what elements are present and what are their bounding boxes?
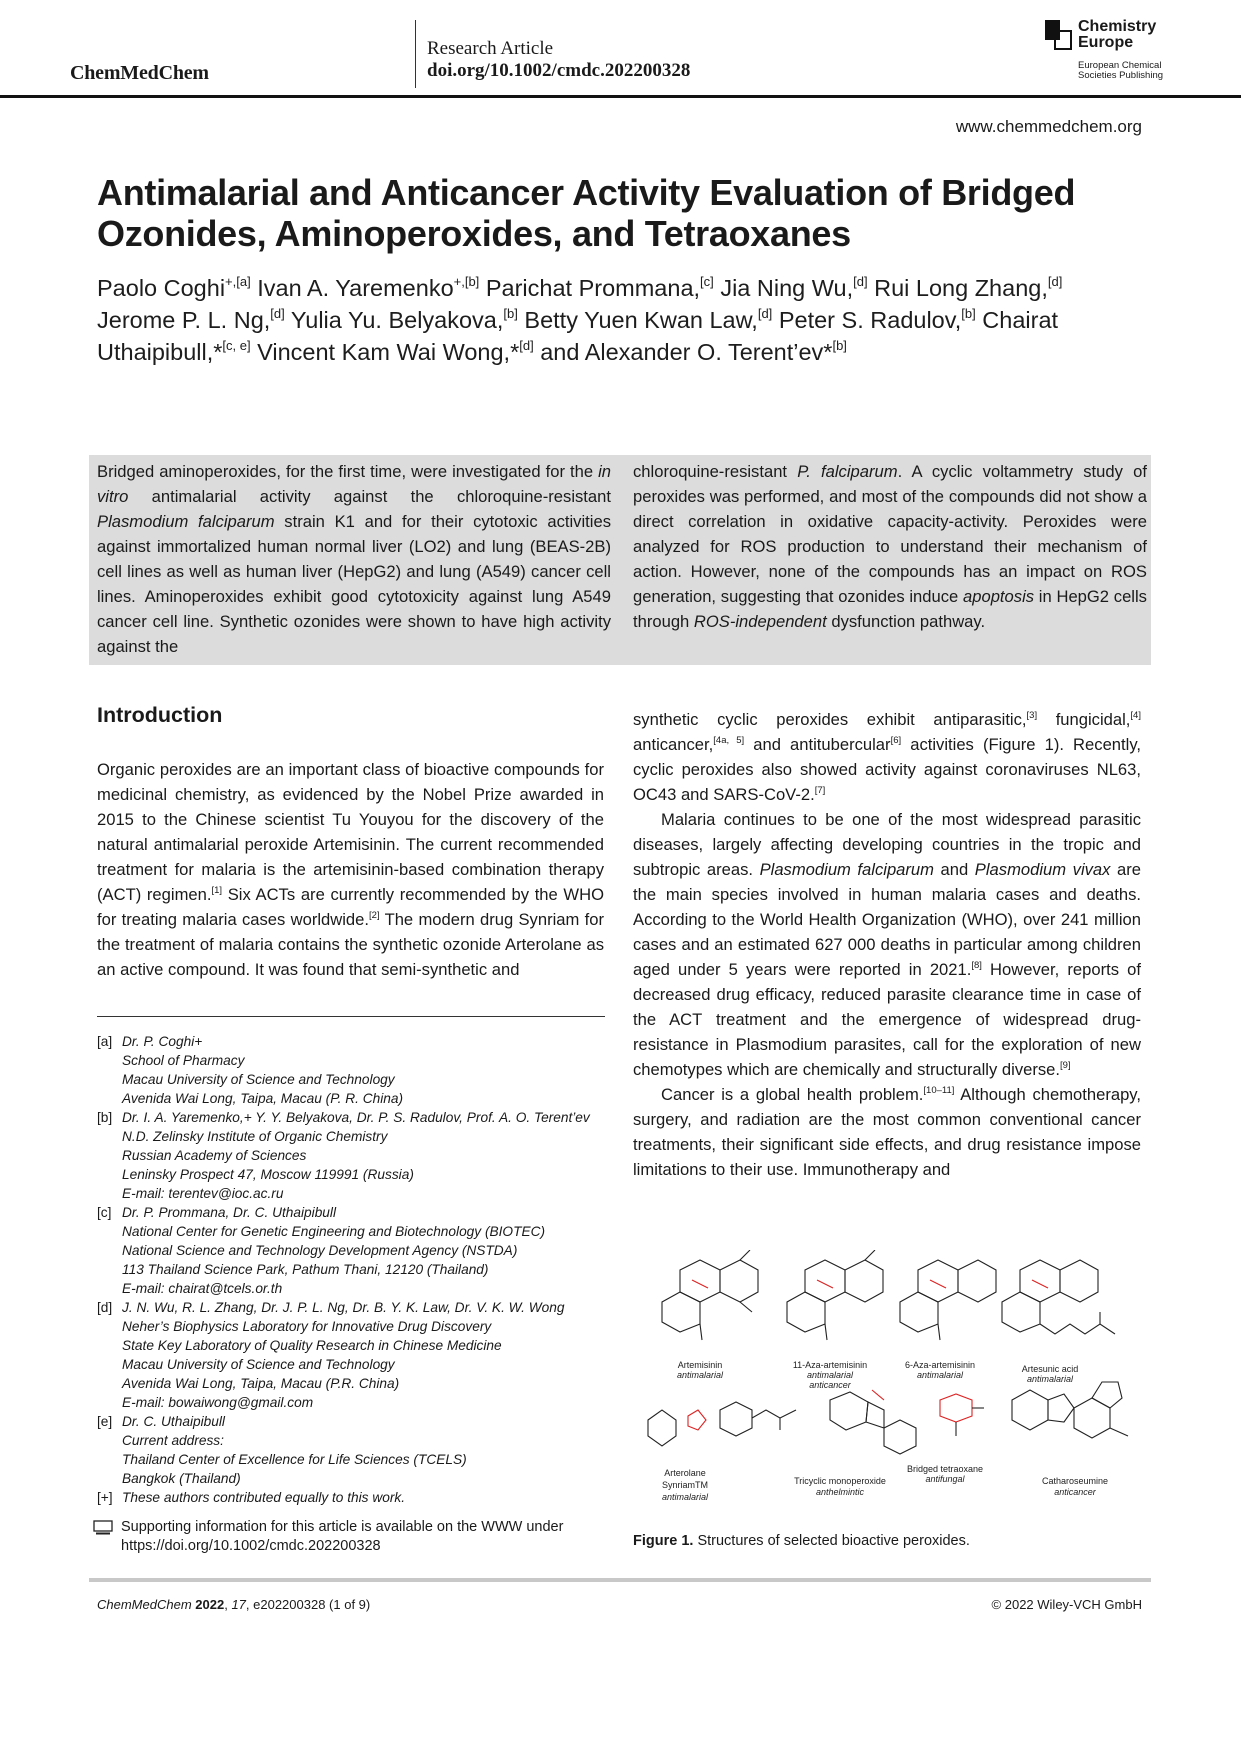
author-affiliation-mark: [d] [519,338,534,353]
compound-name: Catharoseumine [1041,1476,1109,1486]
structure-tricyclic-monoperoxide [830,1390,916,1454]
structure-artesunic-acid [1002,1260,1115,1334]
affiliation-line: Macau University of Science and Technology [122,1357,395,1372]
author-name: Parichat Prommana, [485,275,701,301]
affiliation-label: [d] [97,1300,113,1315]
article-title: Antimalarial and Anticancer Activity Evaluation of Bridged Ozonides, Aminoperoxides, and Tetraoxanes [97,172,1076,254]
affiliation-line: Macau University of Science and Technology [122,1072,395,1087]
journal-name: ChemMedChem [70,62,209,84]
affiliation-line: Dr. P. Prommana, Dr. C. Uthaipibull [122,1205,336,1220]
affiliation-line: Avenida Wai Long, Taipa, Macau (P. R. China) [122,1091,404,1106]
affiliation-line: J. N. Wu, R. L. Zhang, Dr. J. P. L. Ng, Dr. B. Y. K. Law, Dr. V. K. W. Wong [122,1300,565,1315]
affiliation-line: Neher’s Biophysics Laboratory for Innovative Drug Discovery [122,1319,492,1334]
author-affiliation-mark: [b] [503,306,518,321]
intro-paragraph: Malaria continues to be one of the most widespread parasitic diseases, largely affecting developing countries in the tropic and subtropic areas. Plasmodium falciparum and Plasmodium vivax are the main species involved in human malaria cases and deaths. According to the World Health Organization (WHO), over 241 million cases and an estimated 627 000 deaths in particular among children aged under 5 years were reported in 2021.[8] However, reports of decreased drug efficacy, reduced parasite clearance time in case of the ACT treatment and the emergence of widespread drug-resistance in Plasmodium parasites, call for the exploration of new chemotypes which are chemically and structurally diverse.[9] [633,810,1142,1079]
intro-paragraph: synthetic cyclic peroxides exhibit antiparasitic,[3] fungicidal,[4] anticancer,[4a, 5] and antitubercular[6] activities (Figure 1). Recently, cyclic peroxides also showed activity against coronaviruses NL63, OC43 and SARS-CoV-2.[7] [633,710,1141,804]
computer-monitor-icon [93,1520,113,1535]
author-affiliation-mark: +,[b] [453,274,480,289]
publisher-name: Chemistry [1078,18,1157,35]
author-affiliation-mark: [d] [1047,274,1063,289]
affiliation-line: Current address: [122,1433,224,1448]
compound-activity: anticancer [1054,1487,1096,1497]
affiliation-line: Bangkok (Thailand) [122,1471,241,1486]
compound-activity: anticancer [809,1380,851,1390]
affiliation-line[interactable]: E-mail: terentev@ioc.ac.ru [122,1186,284,1201]
author-affiliation-mark: [d] [270,306,285,321]
intro-right-column [633,707,1141,1182]
author-list: Paolo Coghi$^{+,[a]}$ Ivan A. Yaremenko$^{+,[b]}$ Parichat Prommana,[c] Jia Ning Wu,[d] Rui Long Zhang,[d] Jerome P. L. Ng,[d] Yulia Yu. Belyakova,[b] Betty Yuen Kwan Law,[d] Peter S. Radulov,[b] Chairat Uthaipibull,*[c, e] Vincent Kam Wai Wong,*[d] and Alexander O. Terent’ev*[b] [97,274,1063,365]
footer-journal: ChemMedChem [97,1597,192,1612]
affiliation-line: Thailand Center of Excellence for Life Sciences (TCELS) [122,1452,467,1467]
affiliation-item [97,1298,617,1412]
intro-paragraph: Cancer is a global health problem.[10–11] Although chemotherapy, surgery, and radiation are the most common conventional cancer treatments, their significant side effects, and drug resistance impose limitations to their use. Immunotherapy and [633,1085,1141,1179]
affiliation-line: Dr. C. Uthaipibull [122,1414,225,1429]
affiliation-item [97,1108,617,1203]
affiliation-line: National Center for Genetic Engineering and Biotechnology (BIOTEC) [122,1224,546,1239]
author-affiliation-mark: [d] [757,306,773,321]
compound-name: Tricyclic monoperoxide [794,1476,886,1486]
affiliation-line: School of Pharmacy [122,1053,245,1068]
author-name: Jerome P. L. Ng, [97,307,271,333]
structure-11-aza-artemisinin [787,1250,883,1340]
publisher-logo [1045,18,1175,80]
affiliation-line[interactable]: E-mail: chairat@tcels.or.th [122,1281,283,1296]
affiliation-label: [c] [97,1205,112,1220]
article-type: Research Article [427,38,554,59]
publisher-subtitle-2: Societies Publishing [1078,70,1164,81]
affiliation-line: Dr. I. A. Yaremenko,+ Y. Y. Belyakova, Dr. P. S. Radulov, Prof. A. O. Terent’ev [122,1110,590,1125]
structure-bridged-tetraoxane [940,1394,984,1436]
affiliation-item [97,1032,617,1108]
compound-activity: antimalarial [806,1370,854,1380]
author-name: Jia Ning Wu, [720,275,854,301]
author-name: Rui Long Zhang, [874,275,1048,301]
compound-activity: antimalarial [676,1370,724,1380]
author-affiliation-mark: [d] [853,274,868,289]
author-affiliation-mark: [b] [832,338,847,353]
affiliations-list [97,1032,617,1507]
figure-caption [633,1533,970,1549]
compound-activity: antimalarial [661,1492,709,1502]
doi-link[interactable]: doi.org/10.1002/cmdc.202200328 [427,60,691,81]
footer-citation-rest: , e202200328 (1 of 9) [245,1597,371,1612]
author-name: Betty Yuen Kwan Law, [524,307,758,333]
compound-activity: antimalarial [916,1370,964,1380]
compound-activity: antifungal [925,1474,965,1484]
author-affiliation-mark: [b] [961,306,976,321]
structure-artemisinin [662,1250,758,1340]
affiliation-label: [e] [97,1414,113,1429]
publisher-subtitle: European Chemical [1078,60,1162,71]
affiliation-line: State Key Laboratory of Quality Research in Chinese Medicine [122,1338,502,1353]
affiliation-label: [a] [97,1034,113,1049]
compound-name-2: SynriamTM [661,1480,709,1490]
supporting-info-text: Supporting information for this article is available on the WWW under https://doi.org/10.1002/cmdc.202200328 [121,1519,564,1554]
intro-left-column [97,757,604,982]
author-name: Yulia Yu. Belyakova, [290,307,504,333]
affiliation-text [122,1412,467,1488]
structure-catharoseumine [1012,1382,1128,1438]
affiliation-label: [+] [97,1490,113,1505]
footer-year: 2022 [195,1597,225,1612]
structure-6-aza-artemisinin [900,1260,996,1340]
section-heading-introduction: Introduction [97,703,223,727]
figure-caption-label: Figure 1. [633,1533,694,1549]
affiliation-line: These authors contributed equally to this work. [122,1490,406,1505]
structure-arterolane [648,1402,796,1446]
affiliation-item [97,1203,617,1298]
publisher-name-2: Europe [1078,34,1134,51]
author-name: Paolo Coghi [97,275,226,301]
affiliation-text [122,1488,405,1507]
abstract-left-column: Bridged aminoperoxides, for the first time, were investigated for the in vitro antimalarial activity against the chloroquine-resistant Plasmodium falciparum strain K1 and for their cytotoxic activities against immortalized human normal liver (LO2) and lung (BEAS-2B) cell lines as well as human liver (HepG2) and lung (A549) cancer cell lines. Aminoperoxides exhibit good cytotoxicity against lung A549 cancer cell line. Synthetic ozonides were shown to have high activity against the [97,462,611,656]
affiliation-label: [b] [97,1110,113,1125]
abstract-right-column: chloroquine-resistant P. falciparum. A cyclic voltammetry study of peroxides was performed, and most of the compounds did not show a direct correlation in oxidative capacity-activity. Peroxides were analyzed for ROS production to understand their mechanism of action. However, none of the compounds has an impact on ROS generation, suggesting that ozonides induce apoptosis in HepG2 cells through ROS-independent dysfunction pathway. [633,462,1147,631]
affiliation-line: Russian Academy of Sciences [122,1148,307,1163]
affiliation-text [122,1298,564,1412]
compound-name: Artesunic acid [1021,1364,1079,1374]
affiliation-line: 113 Thailand Science Park, Pathum Thani, 12120 (Thailand) [122,1262,489,1277]
figure-1-structures [640,1250,1145,1520]
publisher-mark-icon [1045,20,1072,50]
figure-caption-text: Structures of selected bioactive peroxides. [697,1533,970,1549]
footer-volume: 17 [231,1597,246,1612]
affiliation-line: N.D. Zelinsky Institute of Organic Chemistry [122,1129,388,1144]
compound-activity: antimalarial [1026,1374,1074,1384]
footer-rule [89,1578,1151,1582]
author-name: Peter S. Radulov, [778,307,962,333]
author-name: Alexander O. Terent’ev* [584,339,833,365]
author-affiliation-mark: [c] [700,274,714,289]
affiliation-item [97,1488,617,1507]
affiliation-text [122,1108,590,1203]
header-divider [415,20,416,88]
author-affiliation-mark: +,[a] [225,274,251,289]
compound-activity: anthelmintic [815,1487,865,1497]
affiliation-line[interactable]: E-mail: bowaiwong@gmail.com [122,1395,314,1410]
affiliation-item [97,1412,617,1488]
affiliation-text [122,1032,403,1108]
journal-website-link[interactable]: www.chemmedchem.org [955,117,1142,136]
affiliation-text [122,1203,545,1298]
footer-citation: ChemMedChem 2022, 17, e202200328 (1 of 9) [97,1597,371,1612]
affiliations-rule [97,1016,605,1017]
affiliation-line: Dr. P. Coghi+ [122,1034,203,1049]
author-name: Vincent Kam Wai Wong,* [257,339,520,365]
header-rule [0,95,1241,98]
affiliation-line: National Science and Technology Development Agency (NSTDA) [122,1243,518,1258]
author-name: Chairat Uthaipibull,* [97,307,1059,365]
affiliation-line: Avenida Wai Long, Taipa, Macau (P.R. China) [122,1376,400,1391]
compound-name: 11-Aza-artemisinin [792,1360,868,1370]
footer-copyright: © 2022 Wiley-VCH GmbH [991,1597,1142,1612]
intro-paragraph: Organic peroxides are an important class of bioactive compounds for medicinal chemistry, as evidenced by the Nobel Prize awarded in 2015 to the Chinese scientist Tu Youyou for the discovery of the natural antimalarial peroxide Artemisinin. The current recommended treatment for malaria is the artemisinin-based combination therapy (ACT) regimen.[1] Six ACTs are currently recommended by the WHO for treating malaria cases worldwide.[2] The modern drug Synriam for the treatment of malaria contains the synthetic ozonide Arterolane as an active compound. It was found that semi-synthetic and [97,760,604,979]
affiliation-line: Leninsky Prospect 47, Moscow 119991 (Russia) [122,1167,414,1182]
author-affiliation-mark: [c, e] [222,338,251,353]
compound-name: Arterolane [664,1468,706,1478]
compound-name: Artemisinin [677,1360,723,1370]
compound-name: 6-Aza-artemisinin [904,1360,976,1370]
compound-name: Bridged tetraoxane [906,1464,984,1474]
author-name: Ivan A. Yaremenko [257,275,454,301]
